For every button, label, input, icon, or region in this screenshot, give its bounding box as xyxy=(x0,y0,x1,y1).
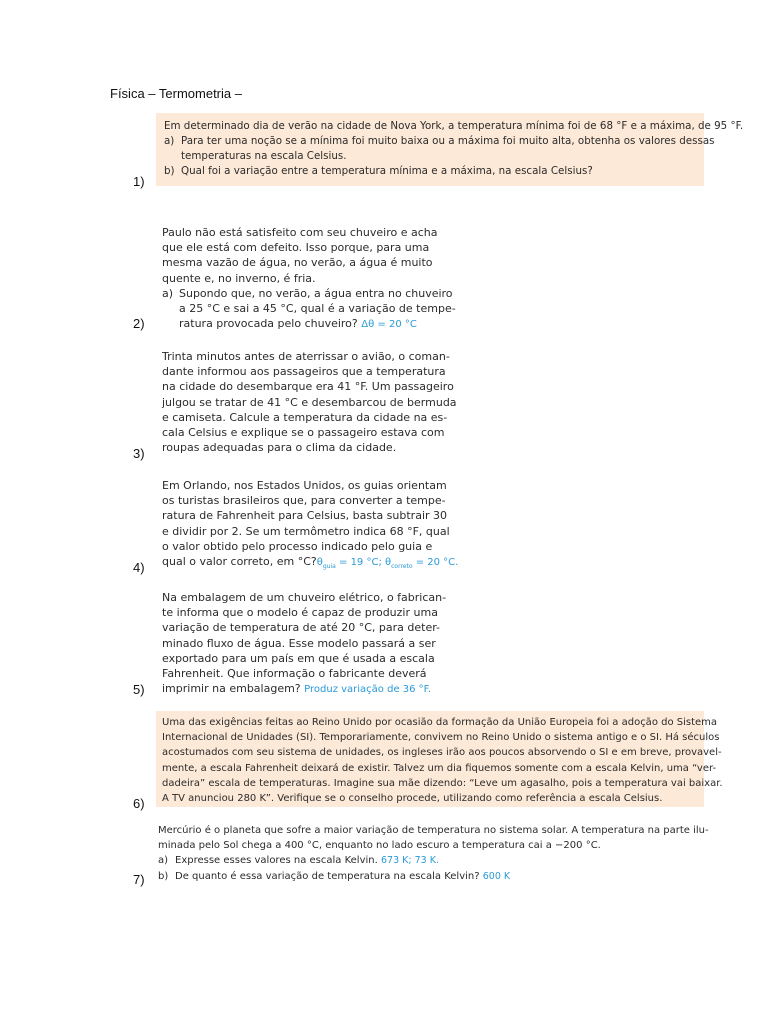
question-3-line-7: roupas adequadas para o clima da cidade. xyxy=(162,441,397,455)
question-4-line-2: os turistas brasileiros que, para converter a tempe- xyxy=(162,494,446,508)
question-7-a-answer: 673 K; 73 K. xyxy=(380,855,439,867)
question-2-a-label: a) xyxy=(162,286,174,300)
question-3-line-1: Trinta minutos antes de aterrissar o avião, o coman- xyxy=(162,350,450,363)
question-2-a-line-1: Supondo que, no verão, a água entra no chuveiro xyxy=(179,286,453,300)
question-7-b-text: De quanto é essa variação de temperatura na escala Kelvin? xyxy=(175,870,480,882)
question-2-line-2: que ele está com defeito. Isso porque, para uma xyxy=(162,241,430,255)
question-3-line-5: e camiseta. Calcule a temperatura da cidade na es- xyxy=(162,410,448,424)
question-number-4: 4) xyxy=(133,560,145,575)
question-1-b-text: Qual foi a variação entre a temperatura mínima e a máxima, na escala Celsius? xyxy=(181,165,593,177)
question-4-answer: $\theta_{guia} = 19$ °C; $\theta_{correto} = 20$ °C. xyxy=(316,557,459,571)
question-6-line-1: Uma das exigências feitas ao Reino Unido por ocasião da formação da União Europeia foi a adoção do Sistema xyxy=(162,717,718,728)
question-7-line-2: minada pelo Sol chega a 400 °C, enquanto no lado escuro a temperatura cai a −200 °C. xyxy=(158,840,601,852)
question-3-line-6: cala Celsius e explique se o passageiro estava com xyxy=(162,426,445,440)
question-1-a-line-2: temperaturas na escala Celsius. xyxy=(181,150,347,162)
question-4-line-1: Em Orlando, nos Estados Unidos, os guias orientam xyxy=(162,479,447,492)
question-5-line-5: exportado para um país em que é usada a escala xyxy=(162,651,435,665)
question-2-line-4: quente e, no inverno, é fria. xyxy=(162,271,316,285)
question-4-line-3: ratura de Fahrenheit para Celsius, basta subtrair 30 xyxy=(162,509,448,523)
question-6-line-6: A TV anunciou 280 K”. Verifique se o conselho procede, utilizando como referência a escala Celsius. xyxy=(162,793,663,805)
question-number-5: 5) xyxy=(133,682,145,697)
question-3-line-2: dante informou aos passageiros que a temperatura xyxy=(162,365,446,379)
question-number-3: 3) xyxy=(133,446,145,461)
question-1-intro: Em determinado dia de verão na cidade de Nova York, a temperatura mínima foi de 68 °F e a máxima, de 95 °F. xyxy=(164,120,744,132)
question-number-7: 7) xyxy=(133,872,145,887)
question-5-line-3: variação de temperatura de até 20 °C, para deter- xyxy=(162,621,441,635)
question-5-answer: Produz variação de 36 °F. xyxy=(304,684,432,696)
question-number-2: 2) xyxy=(133,316,145,331)
question-3-line-4: julgou se tratar de 41 °C e desembarcou de bermuda xyxy=(162,395,457,409)
question-7-b-answer: 600 K xyxy=(482,870,511,882)
question-number-1: 1) xyxy=(133,174,145,189)
question-4-block xyxy=(162,478,459,574)
question-4-line-6: qual o valor correto, em °C? xyxy=(162,555,317,569)
question-7-block xyxy=(158,823,709,884)
question-5-line-4: minado fluxo de água. Esse modelo passará a ser xyxy=(162,636,436,650)
question-6-line-4: mente, a escala Fahrenheit deixará de existir. Talvez um dia fiquemos somente com a escala Kelvin, uma “ver- xyxy=(162,762,717,774)
question-6-line-3: acostumados com seu sistema de unidades, os ingleses irão aos poucos absorvendo o SI e em breve, provavel- xyxy=(162,747,722,759)
question-2-block xyxy=(162,225,456,332)
question-6-line-2: Internacional de Unidades (SI). Temporariamente, convivem no Reino Unido o sistema antigo e o SI. Há séculos xyxy=(162,732,720,744)
question-2-line-3: mesma vazão de água, no verão, a água é muito xyxy=(162,256,433,270)
question-5-line-2: te informa que o modelo é capaz de produzir uma xyxy=(162,606,438,620)
question-4-line-5: o valor obtido pelo processo indicado pelo guia e xyxy=(162,539,433,553)
question-2-a-line-2: a 25 °C e sai a 45 °C, qual é a variação de tempe- xyxy=(179,302,456,316)
question-5-block xyxy=(162,590,447,697)
question-7-b-label: b) xyxy=(158,870,169,882)
question-2-a-line-3: ratura provocada pelo chuveiro? xyxy=(179,317,358,331)
question-1-a-label: a) xyxy=(164,135,175,147)
question-7-a-label: a) xyxy=(158,855,169,867)
question-5-line-7: imprimir na embalagem? xyxy=(162,682,301,696)
question-1-a-line-1: Para ter uma noção se a mínima foi muito baixa ou a máxima foi muito alta, obtenha os valores dessas xyxy=(181,135,715,147)
question-1-b-label: b) xyxy=(164,165,175,177)
question-3-block xyxy=(162,349,457,455)
question-5-line-6: Fahrenheit. Que informação o fabricante deverá xyxy=(162,667,427,681)
question-number-6: 6) xyxy=(133,796,145,811)
question-2-line-1: Paulo não está satisfeito com seu chuveiro e acha xyxy=(162,226,438,239)
question-1-block xyxy=(156,113,744,186)
question-6-block xyxy=(156,711,723,807)
question-7-line-1: Mercúrio é o planeta que sofre a maior variação de temperatura no sistema solar. A temperatura na parte ilu- xyxy=(158,825,709,836)
question-4-line-4: e dividir por 2. Se um termômetro indica 68 °F, qual xyxy=(162,524,450,538)
question-3-line-3: na cidade do desembarque era 41 °F. Um passageiro xyxy=(162,380,454,394)
page-title: Física – Termometria – xyxy=(110,86,242,101)
question-2-answer: Δθ = 20 °C xyxy=(361,319,417,331)
question-5-line-1: Na embalagem de um chuveiro elétrico, o fabrican- xyxy=(162,591,447,604)
question-7-a-text: Expresse esses valores na escala Kelvin. xyxy=(175,855,378,867)
question-6-line-5: dadeira” escala de temperaturas. Imagine sua mãe dizendo: “Leve um agasalho, pois a temperatura vai baixar. xyxy=(162,777,723,789)
